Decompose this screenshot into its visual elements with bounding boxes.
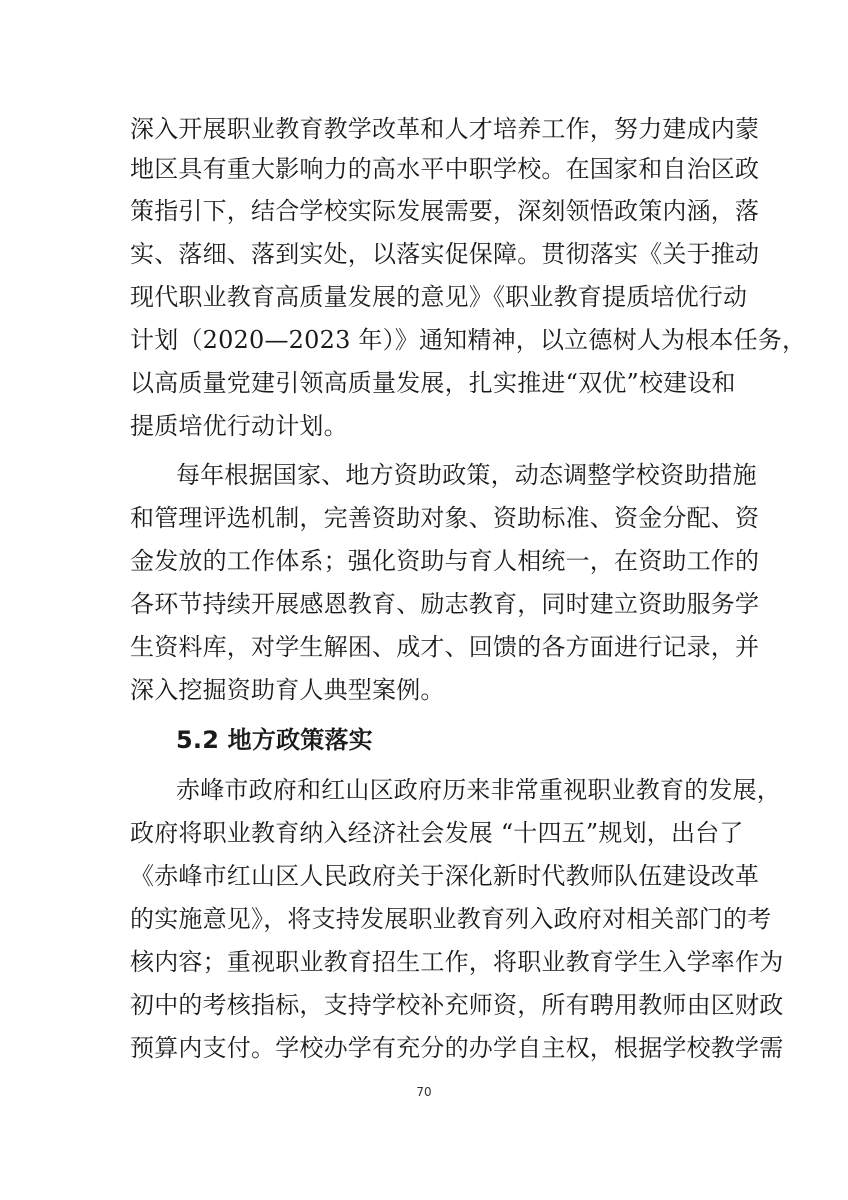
paragraph-3-line: 的实施意见》，将支持发展职业教育列入政府对相关部门的考 (130, 905, 772, 933)
section-heading: 5.2 地方政策落实 (176, 726, 373, 754)
paragraph-3-line: 《赤峰市红山区人民政府关于深化新时代教师队伍建设改革 (130, 862, 760, 890)
paragraph-1-line: 实、落细、落到实处，以落实促保障。贯彻落实《关于推动 (130, 240, 760, 268)
paragraph-1-line: 地区具有重大影响力的高水平中职学校。在国家和自治区政 (130, 155, 760, 183)
paragraph-3-line: 赤峰市政府和红山区政府历来非常重视职业教育的发展， (176, 776, 781, 804)
paragraph-2-line: 深入挖掘资助育人典型案例。 (130, 676, 445, 704)
paragraph-3-line: 初中的考核指标，支持学校补充师资，所有聘用教师由区财政 (130, 991, 784, 1019)
paragraph-1-line: 深入开展职业教育教学改革和人才培养工作，努力建成内蒙 (130, 115, 760, 143)
paragraph-2-line: 每年根据国家、地方资助政策，动态调整学校资助措施 (176, 461, 757, 489)
paragraph-1-line: 以高质量党建引领高质量发展，扎实推进“双优”校建设和 (130, 369, 736, 397)
paragraph-2-line: 各环节持续开展感恩教育、励志教育，同时建立资助服务学 (130, 590, 760, 618)
paragraph-1-line: 计划（2020—2023 年）》通知精神，以立德树人为根本任务， (130, 326, 807, 354)
paragraph-3-line: 核内容；重视职业教育招生工作，将职业教育学生入学率作为 (130, 948, 784, 976)
paragraph-3-line: 政府将职业教育纳入经济社会发展 “十四五”规划，出台了 (130, 819, 744, 847)
paragraph-3-line: 预算内支付。学校办学有充分的办学自主权，根据学校教学需 (130, 1034, 784, 1062)
paragraph-2-line: 和管理评选机制，完善资助对象、资助标准、资金分配、资 (130, 504, 760, 532)
paragraph-1-line: 现代职业教育高质量发展的意见》《职业教育提质培优行动 (130, 283, 748, 311)
page-number: 70 (416, 1085, 432, 1099)
paragraph-1-line: 策指引下，结合学校实际发展需要，深刻领悟政策内涵，落 (130, 197, 760, 225)
paragraph-1-line: 提质培优行动计划。 (130, 412, 348, 440)
paragraph-2-line: 生资料库，对学生解困、成才、回馈的各方面进行记录，并 (130, 633, 760, 661)
paragraph-2-line: 金发放的工作体系；强化资助与育人相统一，在资助工作的 (130, 547, 760, 575)
